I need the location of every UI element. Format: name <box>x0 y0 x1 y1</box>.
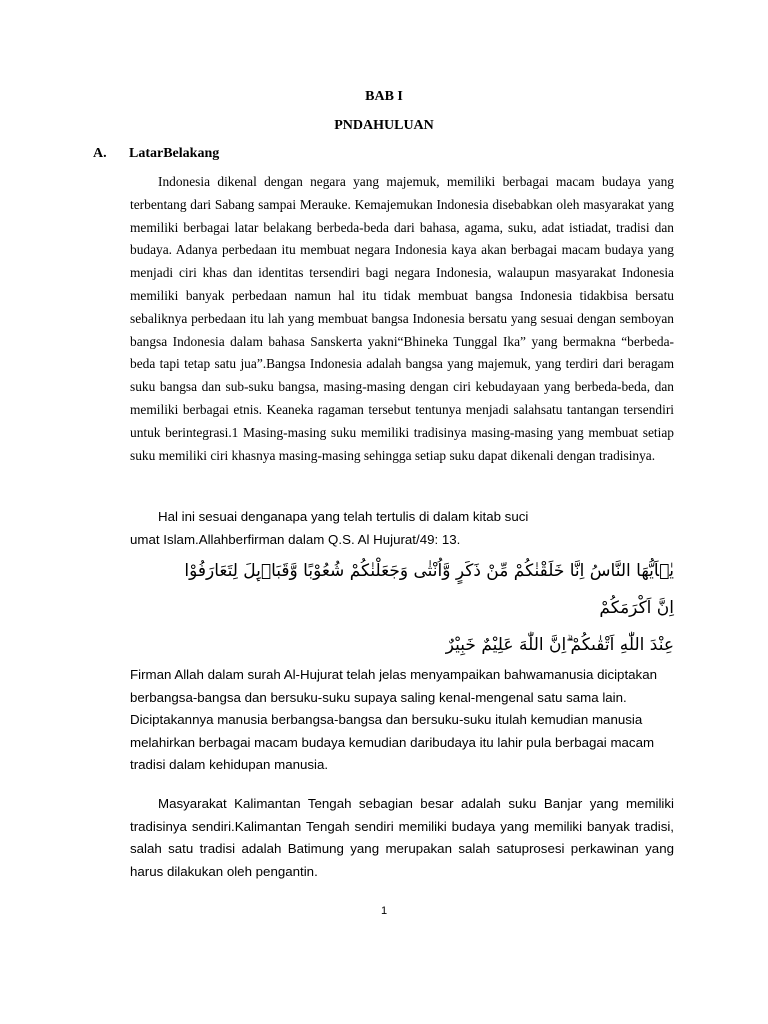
paragraph-quran-intro: Hal ini sesuai denganapa yang telah tertulis di dalam kitab suci umat Islam.Allahberfirman dalam Q.S. Al Hujurat/49: 13. <box>130 509 529 547</box>
section-number: A. <box>93 146 107 161</box>
paragraph-background: Indonesia dikenal dengan negara yang majemuk, memiliki berbagai macam budaya yang terbentang dari Sabang sampai Merauke. Kemajemukan Indonesia disebabkan oleh masyarakat yang memiliki berbagai latar belakang berbeda-beda dari bahasa, agama, suku, adat istiadat, tradisi dan budaya. Adanya perbedaan itu membuat negara Indonesia kaya akan berbagai macam budaya yang menjadi ciri khas dan identitas tersendiri bagi negara Indonesia, walaupun masyarakat Indonesia memiliki banyak perbedaan namun hal itu tidak membuat bangsa Indonesia tidakbisa bersatu sebaliknya perbedaan itu lah yang membuat bangsa Indonesia bersatu yang sesuai dengan semboyan bangsa Indonesia dalam bahasa Sanskerta yakni“Bhineka Tunggal Ika” yang bermakna “berbeda-beda tapi tetap satu jua”.Bangsa Indonesia adalah bangsa yang majemuk, yang terdiri dari beragam suku bangsa dan sub-suku bangsa, masing-masing dengan ciri kebudayaan yang berbeda-beda, dan memiliki berbagai etnis. Keaneka ragaman tersebut tentunya menjadi salahsatu tantangan tersendiri untuk berintegrasi.1 Masing-masing suku memiliki tradisinya masing-masing yang membuat setiap suku memiliki ciri khasnya masing-masing sehingga setiap suku dapat dikenali dengan tradisinya. <box>130 174 674 463</box>
arabic-verse-line-2: اِنَّ اَكْرَمَكُمْ <box>599 598 674 618</box>
paragraph-interpretation: Firman Allah dalam surah Al-Hujurat telah jelas menyampaikan bahwamanusia diciptakan berbangsa-bangsa dan bersuku-suku supaya saling kenal-mengenal satu sama lain. Diciptakannya manusia berbangsa-bangsa dan bersuku-suku itulah kemudian manusia melahirkan berbagai macam budaya kemudian daribudaya itu lahir pula berbagai macam tradisi dalam kehidupan manusia. <box>130 667 657 773</box>
page-number: 1 <box>380 905 388 917</box>
arabic-verse-line-1: يٰۤاَيُّهَا النَّاسُ اِنَّا خَلَقْنٰكُمْ مِّنْ ذَكَرٍ وَّاُنْثٰى وَجَعَلْنٰكُمْ شُعُوْبًا وَّقَبَاۤىِٕلَ لِتَعَارَفُوْا <box>184 561 674 581</box>
arabic-verse-line-3: عِنْدَ اللّٰهِ اَتْقٰىكُمْ ۗاِنَّ اللّٰهَ عَلِيْمٌ خَبِيْرٌ <box>445 635 674 655</box>
section-heading <box>93 146 219 162</box>
chapter-label: BAB I <box>365 89 403 104</box>
section-title: LatarBelakang <box>129 146 220 161</box>
paragraph-kalimantan: Masyarakat Kalimantan Tengah sebagian besar adalah suku Banjar yang memiliki tradisinya sendiri.Kalimantan Tengah sendiri memiliki budaya yang memiliki banyak tradisi, salah satu tradisi adalah Batimung yang merupakan salah satuprosesi perkawinan yang harus dilakukan oleh pengantin. <box>130 796 674 879</box>
chapter-title: PNDAHULUAN <box>334 118 434 133</box>
